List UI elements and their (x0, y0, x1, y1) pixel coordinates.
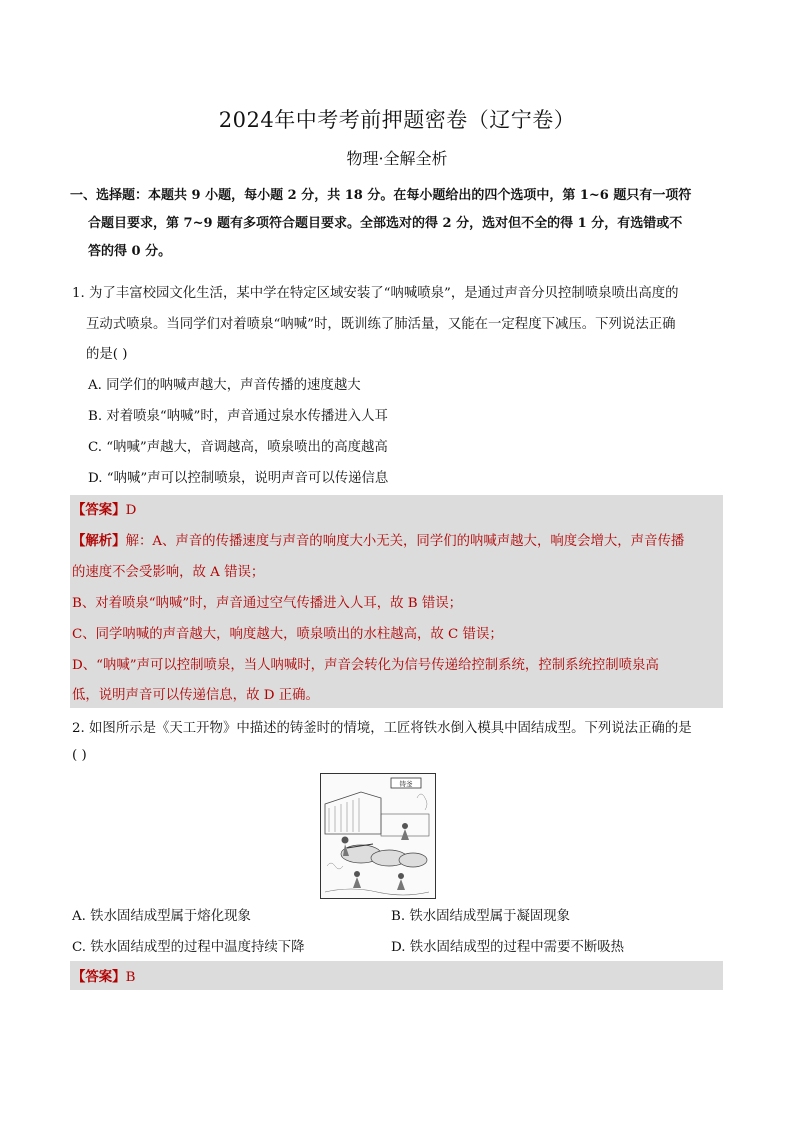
woodcut-figure-icon (321, 774, 435, 898)
casting-illustration (320, 773, 436, 899)
q1-analysis-line-6: 低，说明声音可以传递信息，故 D 正确。 (72, 688, 319, 703)
q1-analysis-line-2: 的速度不会受影响，故 A 错误； (72, 565, 265, 580)
q1-analysis-line-4: C、同学呐喊的声音越大，响度越大，喷泉喷出的水柱越高，故 C 错误； (72, 627, 503, 642)
section-line-3: 答的得 0 分。 (88, 244, 172, 259)
answer-tag: 【答案】 (72, 502, 126, 518)
q2-stem-line-1: 2. 如图所示是《天工开物》中描述的铸釜时的情境，工匠将铁水倒入模具中固结成型。下列说法正确的是 (72, 721, 692, 736)
answer-tag: 【答案】 (72, 969, 126, 985)
q1-analysis-line-5: D、“呐喊”声可以控制喷泉，当人呐喊时，声音会转化为信号传递给控制系统，控制系统控制喷泉高 (72, 658, 659, 673)
q1-option-a: A. 同学们的呐喊声越大，声音传播的速度越大 (88, 378, 361, 393)
q1-analysis-line-3: B、对着喷泉“呐喊”时，声音通过空气传播进入人耳，故 B 错误； (72, 596, 463, 611)
q2-stem-line-2: ( ) (72, 748, 87, 763)
answer-value: B (125, 970, 136, 985)
q1-option-b: B. 对着喷泉“呐喊”时，声音通过泉水传播进入人耳 (88, 409, 388, 424)
section-line-1: 一、选择题：本题共 9 小题，每小题 2 分，共 18 分。在每小题给出的四个选项中，第 1~6 题只有一项符 (70, 188, 692, 203)
q1-option-d: D. “呐喊”声可以控制喷泉，说明声音可以传递信息 (88, 471, 389, 486)
section-line-2: 合题目要求，第 7~9 题有多项符合题目要求。全部选对的得 2 分，选对但不全的得 1 分，有选错或不 (88, 216, 683, 231)
q1-option-c: C. “呐喊”声越大，音调越高，喷泉喷出的高度越高 (88, 440, 388, 455)
q1-answer-block (70, 495, 723, 708)
q1-stem-line-2: 互动式喷泉。当同学们对着喷泉“呐喊”时，既训练了肺活量，又能在一定程度下减压。下列说法正确 (86, 317, 676, 332)
q1-stem-line-1: 1. 为了丰富校园文化生活，某中学在特定区域安装了“呐喊喷泉”，是通过声音分贝控制喷泉喷出高度的 (72, 286, 679, 301)
page-title: 2024年中考考前押题密卷（辽宁卷） (218, 108, 576, 132)
q1-stem-line-3: 的是( ) (86, 347, 128, 362)
q2-option-c: C. 铁水固结成型的过程中温度持续下降 (72, 940, 305, 955)
q2-option-a: A. 铁水固结成型属于熔化现象 (72, 909, 251, 924)
q2-answer-block (70, 961, 723, 990)
answer-value: D (125, 503, 137, 518)
q1-answer-line (72, 499, 136, 518)
section-instructions (70, 182, 730, 266)
q1-analysis-line-1 (72, 530, 684, 549)
q2-option-d: D. 铁水固结成型的过程中需要不断吸热 (391, 940, 625, 955)
q2-option-b: B. 铁水固结成型属于凝固现象 (391, 909, 571, 924)
q2-answer-line (72, 966, 135, 985)
analysis-text: 解：A、声音的传播速度与声音的响度大小无关，同学们的呐喊声越大，响度会增大，声音传播 (125, 534, 685, 549)
page-subtitle: 物理·全解全析 (346, 149, 448, 168)
figure-caption: 铸釜 (399, 780, 413, 788)
analysis-tag: 【解析】 (72, 533, 126, 549)
